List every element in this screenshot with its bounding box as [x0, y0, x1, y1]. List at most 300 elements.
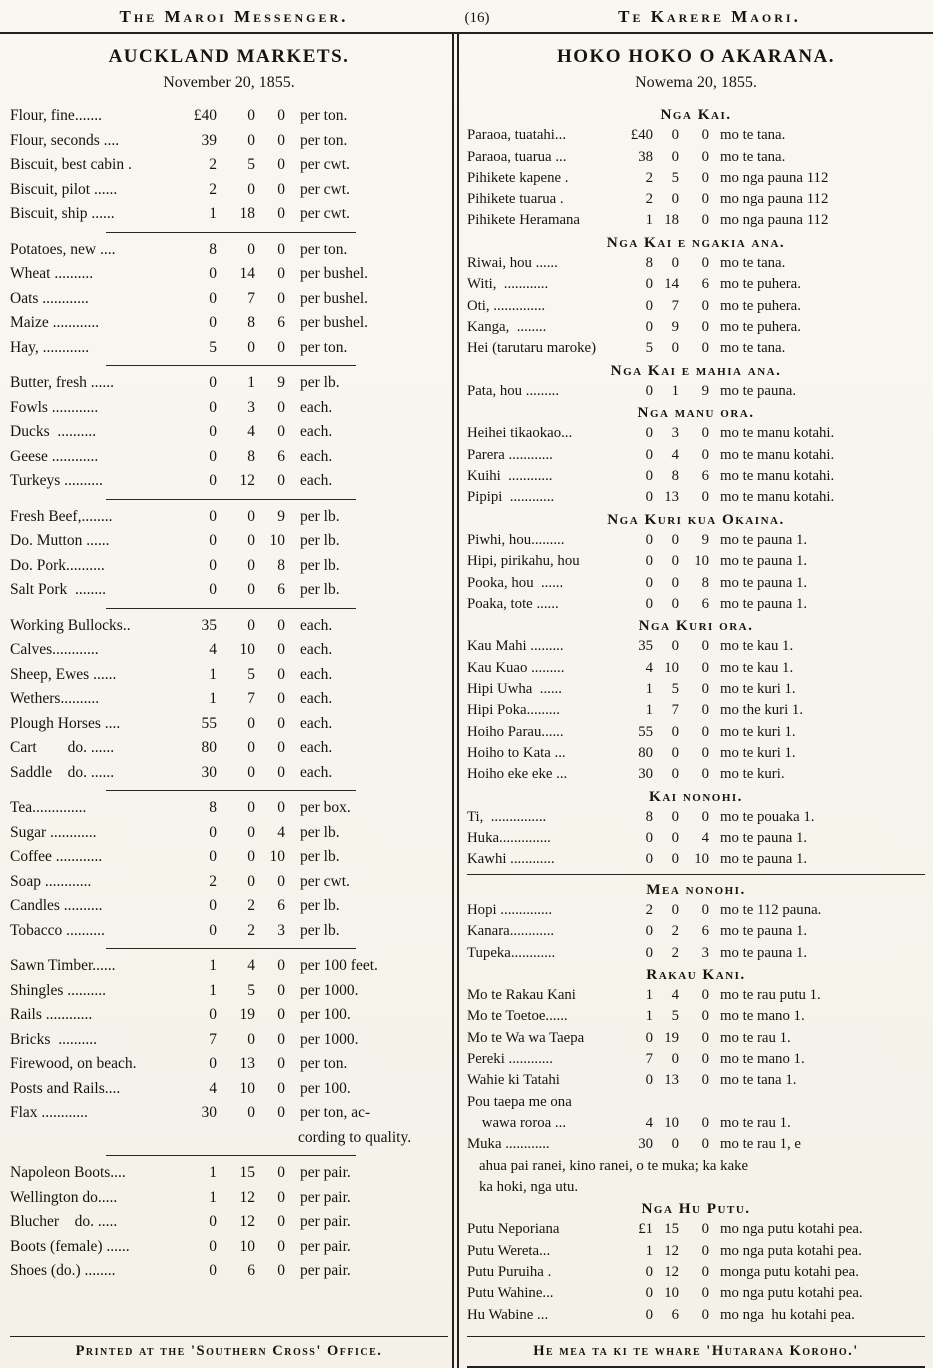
price-pence: 6: [277, 314, 285, 331]
item-name: Coffee ............: [10, 848, 103, 865]
price-row: [10, 638, 448, 663]
price-pounds: 2: [209, 872, 217, 890]
price-pence: 0: [701, 255, 709, 272]
price-row: [10, 554, 448, 579]
price-row: [10, 1210, 448, 1235]
price-row: [10, 1028, 448, 1053]
price-pence: 0: [277, 1079, 285, 1097]
price-pounds: 0: [645, 425, 653, 442]
price-pounds: 0: [645, 276, 653, 293]
price-shillings: 0: [671, 901, 679, 918]
price-row: [467, 594, 925, 615]
price-pounds: £40: [193, 107, 217, 124]
price-pounds: 8: [209, 240, 217, 258]
price-row: [467, 466, 925, 487]
price-pounds: 1: [645, 1008, 653, 1025]
price-row: [467, 658, 925, 679]
price-shillings: 0: [671, 830, 679, 847]
price-pounds: 0: [209, 314, 217, 331]
price-pounds: 2: [645, 191, 653, 208]
price-pence: 10: [694, 553, 709, 570]
price-row: [467, 1241, 925, 1262]
item-name: Tobacco ..........: [10, 921, 105, 939]
price-pence: 0: [277, 1030, 285, 1048]
price-shillings: 0: [671, 531, 679, 548]
price-row: [467, 722, 925, 743]
price-pounds: 0: [209, 581, 217, 598]
item-name: Blucher do. .....: [10, 1213, 118, 1230]
price-unit: each.: [300, 423, 333, 440]
item-name: Salt Pork ........: [10, 581, 107, 598]
price-unit: per pair.: [300, 1213, 351, 1230]
right-column-date: Nowema 20, 1855.: [635, 74, 757, 91]
price-unit: mo te manu kotahi.: [720, 425, 835, 442]
price-unit: per bushel.: [300, 289, 369, 307]
price-pounds: 0: [209, 289, 217, 307]
price-shillings: 0: [247, 581, 255, 598]
price-unit: per 1000.: [300, 981, 359, 999]
price-pounds: 55: [638, 723, 653, 740]
price-unit: mo te pauna 1.: [720, 531, 808, 548]
price-shillings: 19: [664, 1029, 679, 1046]
price-unit: per lb.: [300, 897, 340, 914]
price-shillings: 15: [664, 1221, 679, 1238]
price-shillings: 14: [664, 276, 679, 293]
price-row: [10, 1235, 448, 1260]
price-pence: 0: [277, 665, 285, 683]
price-pence: 10: [694, 851, 709, 868]
price-shillings: 4: [247, 423, 255, 440]
price-shillings: 0: [247, 872, 255, 890]
item-name: Calves............: [10, 641, 99, 658]
price-row: [467, 210, 925, 231]
item-name: Cart do. ......: [10, 739, 115, 756]
price-pence: 6: [277, 897, 285, 914]
item-name: Paraoa, tuarua ...: [467, 148, 567, 165]
price-shillings: 12: [239, 472, 255, 489]
price-pounds: 5: [209, 338, 217, 356]
price-row: [10, 845, 448, 870]
price-shillings: 13: [239, 1055, 255, 1072]
price-unit: per ton, ac-: [300, 1104, 371, 1121]
price-pence: 0: [701, 1285, 709, 1302]
price-pounds: 0: [209, 897, 217, 914]
price-unit: mo nga putu kotahi pea.: [720, 1285, 863, 1302]
item-name: Mo te Wa wa Taepa: [467, 1029, 585, 1046]
price-row: [467, 764, 925, 785]
price-unit: per lb.: [300, 556, 340, 574]
price-unit: mo te pauna 1.: [720, 553, 808, 570]
price-unit: per lb.: [300, 823, 340, 841]
price-shillings: 0: [671, 723, 679, 740]
price-shillings: 0: [671, 340, 679, 357]
price-row: [467, 317, 925, 338]
columns-container: [0, 34, 933, 1368]
price-pounds: 0: [645, 489, 653, 506]
price-pounds: 0: [209, 265, 217, 282]
right-column-title: HOKO HOKO O AKARANA.: [556, 46, 836, 67]
item-name: Pata, hou .........: [467, 382, 560, 399]
price-row: [10, 529, 448, 554]
price-pence: 0: [701, 489, 709, 506]
price-row: [10, 614, 448, 639]
price-shillings: 0: [247, 823, 255, 841]
item-name: Mo te Toetoe......: [467, 1008, 568, 1025]
price-pounds: 30: [201, 1104, 217, 1121]
price-row: [467, 1028, 925, 1049]
price-unit: mo nga pauna 112: [720, 191, 829, 208]
price-shillings: 10: [239, 1237, 255, 1255]
price-shillings: 0: [247, 107, 255, 124]
price-row: [10, 311, 448, 336]
price-pounds: 0: [209, 1006, 217, 1023]
price-shillings: 4: [247, 957, 255, 974]
price-unit: per 1000.: [300, 1030, 359, 1048]
price-unit: mo nga hu kotahi pea.: [720, 1306, 855, 1323]
section-heading: Nga Kuri kua Okaina.: [607, 510, 785, 528]
item-name: Working Bullocks..: [10, 616, 131, 634]
price-row: [10, 761, 448, 786]
price-pence: 0: [701, 901, 709, 918]
section-heading: Rakau Kani.: [646, 965, 746, 983]
price-pence: 0: [701, 148, 709, 165]
price-unit: per 100.: [300, 1079, 351, 1097]
item-name: Potatoes, new ....: [10, 240, 116, 258]
price-shillings: 5: [671, 1008, 679, 1025]
price-pence: 6: [277, 447, 285, 465]
price-pence: 0: [277, 714, 285, 732]
price-unit: mo te tana 1.: [720, 1072, 797, 1089]
price-unit: per ton.: [300, 338, 348, 356]
price-pounds: 8: [645, 808, 653, 825]
price-pounds: 0: [209, 447, 217, 465]
price-row: [467, 338, 925, 359]
price-shillings: 8: [671, 468, 679, 485]
price-shillings: 3: [247, 398, 255, 416]
price-pence: 0: [277, 1213, 285, 1230]
price-unit: mo nga pauna 112: [720, 169, 829, 186]
price-unit: mo te mano 1.: [720, 1008, 805, 1025]
price-unit: per bushel.: [300, 314, 369, 331]
price-row: [10, 796, 448, 821]
price-pence: 0: [701, 681, 709, 698]
english-column: [0, 34, 452, 1368]
price-pounds: 0: [209, 374, 217, 391]
price-pence: 0: [701, 1306, 709, 1323]
section-heading: Nga manu ora.: [637, 404, 755, 422]
price-row: [467, 551, 925, 572]
price-pence: 9: [701, 382, 709, 399]
price-unit: mo te pauna 1.: [720, 851, 808, 868]
price-unit: mo te rau 1.: [720, 1029, 791, 1046]
item-name: Hoiho eke eke ...: [467, 766, 568, 783]
price-shillings: 10: [239, 1079, 255, 1097]
price-shillings: 8: [247, 314, 255, 331]
price-pounds: 1: [645, 702, 653, 719]
price-pounds: 30: [638, 1136, 653, 1153]
section-heading: Nga Kai e ngakia ana.: [606, 233, 786, 251]
price-unit: per lb.: [300, 848, 340, 865]
section-heading: Nga Kuri ora.: [638, 617, 754, 635]
price-pounds: 38: [638, 148, 653, 165]
price-pounds: 39: [201, 131, 217, 149]
item-name: Kau Kuao .........: [467, 659, 565, 676]
price-unit: mo te tana.: [720, 255, 786, 272]
price-row: [10, 687, 448, 712]
price-unit: mo nga pauna 112: [720, 212, 829, 229]
price-row: [467, 274, 925, 295]
price-row: [10, 505, 448, 530]
item-name: Witi, ............: [467, 276, 549, 293]
price-unit: per 100.: [300, 1006, 351, 1023]
price-pence: 0: [701, 1072, 709, 1089]
price-unit: mo te pauna 1.: [720, 830, 808, 847]
item-name: Kuihi ............: [467, 468, 553, 485]
price-pounds: 35: [638, 638, 653, 655]
price-unit: mo te manu kotahi.: [720, 468, 835, 485]
item-name: Putu Wereta...: [467, 1242, 551, 1259]
price-unit: per pair.: [300, 1164, 351, 1181]
price-unit: mo te mano 1.: [720, 1051, 805, 1068]
item-name: Napoleon Boots....: [10, 1164, 126, 1181]
price-unit: each.: [300, 714, 333, 732]
price-shillings: 10: [664, 1285, 679, 1302]
price-shillings: 0: [247, 616, 255, 634]
price-shillings: 1: [671, 382, 679, 399]
price-row: [10, 712, 448, 737]
page-number: (16): [464, 10, 490, 26]
price-unit: mo te kuri 1.: [720, 681, 796, 698]
item-name: Riwai, hou ......: [467, 255, 558, 272]
item-name: Plough Horses ....: [10, 714, 121, 732]
item-name: Wethers..........: [10, 690, 100, 707]
price-row: [467, 1219, 925, 1240]
price-row: [10, 1186, 448, 1211]
price-row: [467, 828, 925, 849]
item-name: Hopi ..............: [467, 901, 553, 918]
price-shillings: 19: [239, 1006, 255, 1023]
item-name: Hu Wabine ...: [467, 1306, 549, 1323]
price-pence: 0: [277, 1237, 285, 1255]
price-pence: 0: [277, 107, 285, 124]
price-pounds: 5: [645, 340, 653, 357]
price-pence: 0: [277, 240, 285, 258]
price-unit: mo te manu kotahi.: [720, 446, 835, 463]
item-name: Sheep, Ewes ......: [10, 665, 117, 683]
price-unit: each.: [300, 472, 333, 489]
price-row: [10, 178, 448, 203]
price-unit: per pair.: [300, 1237, 351, 1255]
price-shillings: 0: [671, 255, 679, 272]
price-row: [467, 487, 925, 508]
price-unit: mo te kuri 1.: [720, 723, 796, 740]
price-pounds: 1: [209, 957, 217, 974]
price-shillings: 8: [247, 447, 255, 465]
price-unit: mo te pauna 1.: [720, 574, 808, 591]
price-row: [467, 147, 925, 168]
price-pounds: 0: [645, 468, 653, 485]
price-unit: mo te pauna.: [720, 382, 797, 399]
price-shillings: 0: [671, 1051, 679, 1068]
price-unit: each.: [300, 641, 333, 658]
item-name: Pihikete tuarua .: [467, 191, 564, 208]
price-row: [467, 1070, 925, 1091]
price-shillings: 0: [671, 191, 679, 208]
price-row: [10, 129, 448, 154]
item-name: Ti, ...............: [467, 808, 547, 825]
price-shillings: 6: [671, 1306, 679, 1323]
item-name: Oti, ..............: [467, 297, 546, 314]
price-pence: 0: [277, 799, 285, 816]
price-pounds: 4: [209, 641, 217, 658]
price-pounds: 1: [209, 981, 217, 999]
item-name: Biscuit, ship ......: [10, 205, 115, 222]
price-pounds: 2: [645, 901, 653, 918]
item-name: Bricks ..........: [10, 1030, 97, 1048]
price-shillings: 18: [239, 205, 255, 222]
rule-divider: [106, 499, 356, 500]
price-row: [467, 381, 925, 402]
price-unit: per box.: [300, 799, 351, 816]
price-pounds: 2: [645, 169, 653, 186]
price-pounds: 80: [201, 739, 217, 756]
section-heading: Nga Kai.: [660, 106, 732, 123]
price-shillings: 4: [671, 446, 679, 463]
price-pence: 0: [701, 297, 709, 314]
price-shillings: 5: [247, 156, 255, 173]
price-unit: per ton.: [300, 1055, 348, 1072]
price-pence: 6: [701, 595, 709, 612]
price-unit: per bushel.: [300, 265, 369, 282]
price-pounds: 0: [209, 1213, 217, 1230]
price-row: [467, 900, 925, 921]
item-name: Flour, fine.......: [10, 107, 102, 124]
price-unit: per pair.: [300, 1262, 351, 1279]
text-line: Pou taepa me ona: [467, 1093, 572, 1110]
price-unit: mo te kuri.: [720, 766, 785, 783]
price-pence: 6: [701, 276, 709, 293]
item-name: Kau Mahi .........: [467, 638, 564, 655]
price-pounds: 0: [209, 1055, 217, 1072]
left-rows: [10, 104, 448, 1332]
price-pounds: 0: [645, 851, 653, 868]
price-unit: mo te puhera.: [720, 276, 801, 293]
item-name: Sawn Timber......: [10, 957, 116, 974]
item-name: Wheat ..........: [10, 265, 94, 282]
item-name: Butter, fresh ......: [10, 374, 114, 391]
item-name: Maize ............: [10, 314, 100, 331]
price-pounds: 0: [645, 595, 653, 612]
price-pence: 0: [277, 690, 285, 707]
price-unit: each.: [300, 665, 333, 683]
price-unit: per lb.: [300, 921, 340, 939]
price-shillings: 12: [664, 1264, 679, 1281]
price-shillings: 2: [671, 923, 679, 940]
price-row: [10, 445, 448, 470]
price-shillings: 10: [239, 641, 255, 658]
item-name: Do. Mutton ......: [10, 532, 110, 549]
price-pence: 0: [701, 191, 709, 208]
price-unit: mo te pouaka 1.: [720, 808, 815, 825]
left-column-date: November 20, 1855.: [163, 74, 295, 91]
price-pounds: 0: [645, 446, 653, 463]
price-pounds: 1: [645, 212, 653, 229]
price-row: [467, 1006, 925, 1027]
price-pence: 0: [277, 180, 285, 198]
price-row: [467, 849, 925, 870]
price-pence: 0: [701, 1136, 709, 1153]
item-name: Boots (female) ......: [10, 1237, 130, 1255]
price-shillings: 7: [671, 297, 679, 314]
price-pence: 0: [277, 872, 285, 890]
price-row: [10, 1077, 448, 1102]
price-unit: each.: [300, 447, 333, 465]
price-pounds: 35: [201, 616, 217, 634]
price-pounds: 0: [209, 1237, 217, 1255]
price-pounds: 1: [209, 690, 217, 707]
price-unit: mo nga putu kotahi pea.: [720, 1221, 863, 1238]
item-name: Rails ............: [10, 1006, 93, 1023]
item-name: Biscuit, best cabin .: [10, 156, 132, 173]
price-row: [467, 253, 925, 274]
item-name: Saddle do. ......: [10, 763, 115, 781]
price-shillings: 0: [247, 1104, 255, 1121]
price-shillings: 0: [247, 848, 255, 865]
price-row: [10, 153, 448, 178]
item-name: Sugar ............: [10, 823, 97, 841]
price-pounds: 8: [209, 799, 217, 816]
price-shillings: 5: [671, 681, 679, 698]
price-pence: 0: [701, 1221, 709, 1238]
price-pounds: 2: [209, 180, 217, 198]
unit-continuation-line: cording to quality.: [298, 1128, 412, 1146]
price-row: [10, 1161, 448, 1186]
price-shillings: 0: [247, 799, 255, 816]
price-row: [10, 954, 448, 979]
price-pounds: 0: [209, 507, 217, 525]
price-pence: 0: [701, 446, 709, 463]
price-pence: 4: [277, 823, 285, 841]
price-unit: per lb.: [300, 374, 340, 391]
item-name: Kanga, ........: [467, 318, 547, 335]
price-pence: 0: [277, 1164, 285, 1181]
price-pence: 0: [701, 127, 709, 144]
left-column-title: AUCKLAND MARKETS.: [108, 46, 350, 67]
price-pounds: 0: [209, 556, 217, 574]
price-pounds: 0: [209, 1262, 217, 1279]
price-shillings: 3: [671, 425, 679, 442]
price-row: [10, 578, 448, 603]
price-pounds: 0: [645, 830, 653, 847]
price-pounds: 1: [209, 1188, 217, 1206]
price-shillings: 0: [247, 180, 255, 198]
item-name: Parera ............: [467, 446, 553, 463]
price-row: [10, 821, 448, 846]
price-shillings: 0: [671, 744, 679, 761]
price-pence: 0: [701, 212, 709, 229]
price-pence: 0: [277, 472, 285, 489]
price-pence: 0: [701, 987, 709, 1004]
price-row: [467, 679, 925, 700]
price-unit: mo te tana.: [720, 127, 786, 144]
price-unit: mo te tana.: [720, 148, 786, 165]
price-shillings: 0: [671, 1136, 679, 1153]
item-name: Pipipi ............: [467, 489, 555, 506]
price-pence: 0: [277, 1104, 285, 1121]
price-row: [10, 202, 448, 227]
price-pence: 0: [277, 981, 285, 999]
price-row: [10, 420, 448, 445]
